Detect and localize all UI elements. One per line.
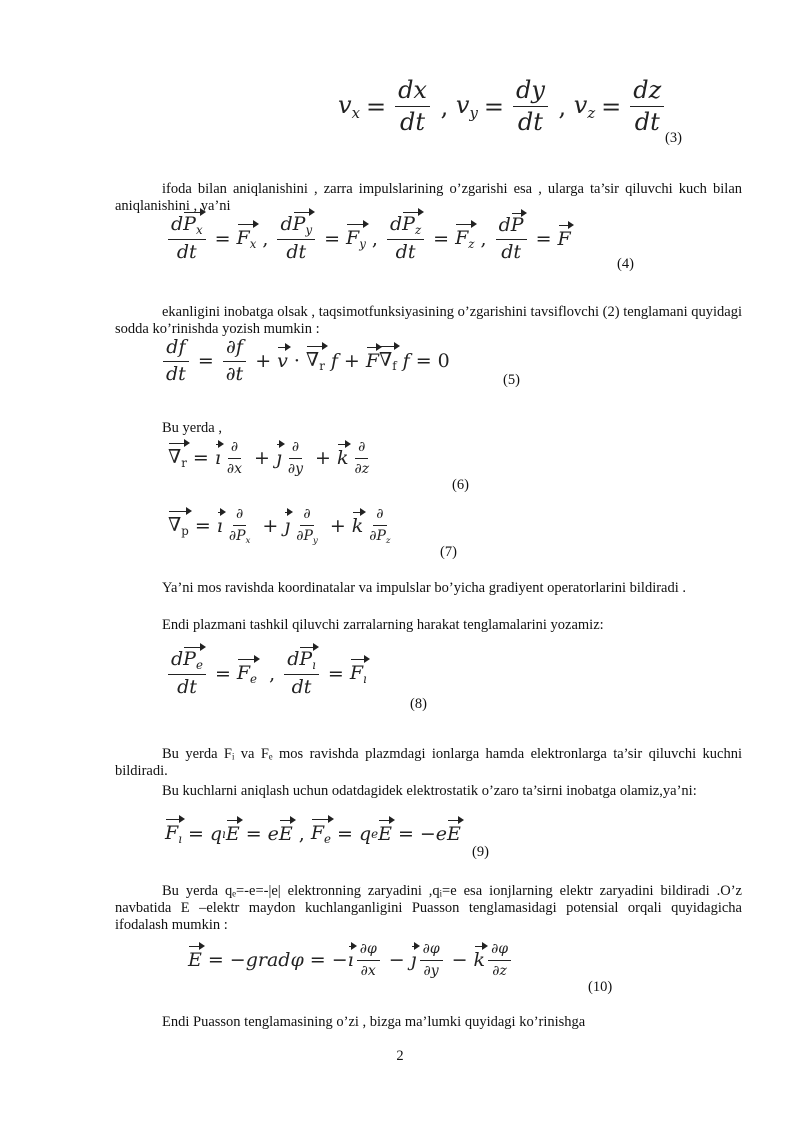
equation-velocity-components: $v_x$ = $\frac{dx}{dt}$ , $v_y$ = $\frac{dy}{dt}$ , $v_z$ = $\frac{dz}{dt}$ bbox=[338, 78, 667, 135]
paragraph: Bu yerda qₑ=-e=-|e| elektronning zaryadini ,qᵢ=e esa ionjlarning elektr zaryadini bildiradi .O’z navbatida E –elektr maydon kuchlanganligini Puasson tenglamasidagi potensial orqali quyidagicha ifodalash mumkin : bbox=[115, 883, 742, 933]
equation-number: (9) bbox=[472, 844, 489, 860]
equation-gradient-coordinates: $\nabla_r$ = ı $\frac{\partial}{\partial x}$ + ȷ $\frac{\partial}{\partial y}$ + k $\frac{\partial}{\partial z}$ bbox=[168, 439, 370, 477]
equation-number: (7) bbox=[440, 544, 457, 560]
paragraph: Bu yerda Fᵢ va Fₑ mos ravishda plazmdagi ionlarga hamda elektronlarga ta’sir qiluvchi kuchni bildiradi. bbox=[115, 746, 742, 779]
paragraph: Bu yerda , bbox=[162, 420, 222, 436]
equation-gradient-impulses: $\nabla_p$ = ı $\frac{\partial}{\partial P_x}$ + ȷ $\frac{\partial}{\partial P_y}$ + k $\frac{\partial}{\partial P_z}$ bbox=[168, 506, 391, 546]
paragraph: Endi Puasson tenglamasining o’zi , bizga ma’lumki quyidagi ko’rinishga bbox=[162, 1014, 586, 1030]
equation-electrostatic-force: $F_ı$ = q ı E = e E , $F_e$ = q e E = − e E bbox=[165, 822, 461, 847]
paragraph: Bu kuchlarni aniqlash uchun odatdagidek elektrostatik o’zaro ta’sirni inobatga olamiz,ya’ni: bbox=[162, 783, 697, 799]
page-number: 2 bbox=[396, 1048, 404, 1064]
equation-electric-field-gradient: E = − grad φ = − ı $\frac{\partial\varphi}{\partial x}$ − ȷ $\frac{\partial\varphi}{\partial y}$ − k $\frac{\partial\varphi}{\partial z}$ bbox=[188, 942, 514, 978]
equation-number: (6) bbox=[452, 477, 469, 493]
equation-number: (8) bbox=[410, 696, 427, 712]
paragraph: ifoda bilan aniqlanishini , zarra impulslarining o’zgarishi esa , ularga ta’sir qiluvchi kuch bilan aniqlanishini , ya’ni bbox=[115, 181, 742, 214]
equation-number: (4) bbox=[617, 256, 634, 272]
equation-impulse-force: $\frac{dP_x}{dt}$ = $F_x$ , $\frac{dP_y}{dt}$ = $F_y$ , $\frac{dP_z}{dt}$ = $F_z$ , $\frac{dP}{dt}$ = F bbox=[165, 215, 571, 263]
paragraph: ekanligini inobatga olsak , taqsimotfunksiyasining o’zgarishini tavsiflovchi (2) tenglamani quyidagi sodda ko’rinishda yozish mumkin : bbox=[115, 304, 742, 337]
equation-number: (10) bbox=[588, 979, 613, 995]
equation-distribution-function: $\frac{df}{dt}$ = $\frac{\partial f}{\partial t}$ + v · $\nabla_r$ f + F $\nabla_f$ f = 0 bbox=[160, 338, 450, 385]
equation-number: (3) bbox=[665, 130, 682, 146]
paragraph: Endi plazmani tashkil qiluvchi zarralarning harakat tenglamalarini yozamiz: bbox=[162, 617, 604, 633]
equation-number: (5) bbox=[503, 372, 520, 388]
equation-motion: $\frac{dP_e}{dt}$ = $F_e$ , $\frac{dP_ı}{dt}$ = $F_ı$ bbox=[165, 650, 367, 698]
paragraph: Ya’ni mos ravishda koordinatalar va impulslar bo’yicha gradiyent operatorlarini bildiradi . bbox=[162, 580, 687, 596]
